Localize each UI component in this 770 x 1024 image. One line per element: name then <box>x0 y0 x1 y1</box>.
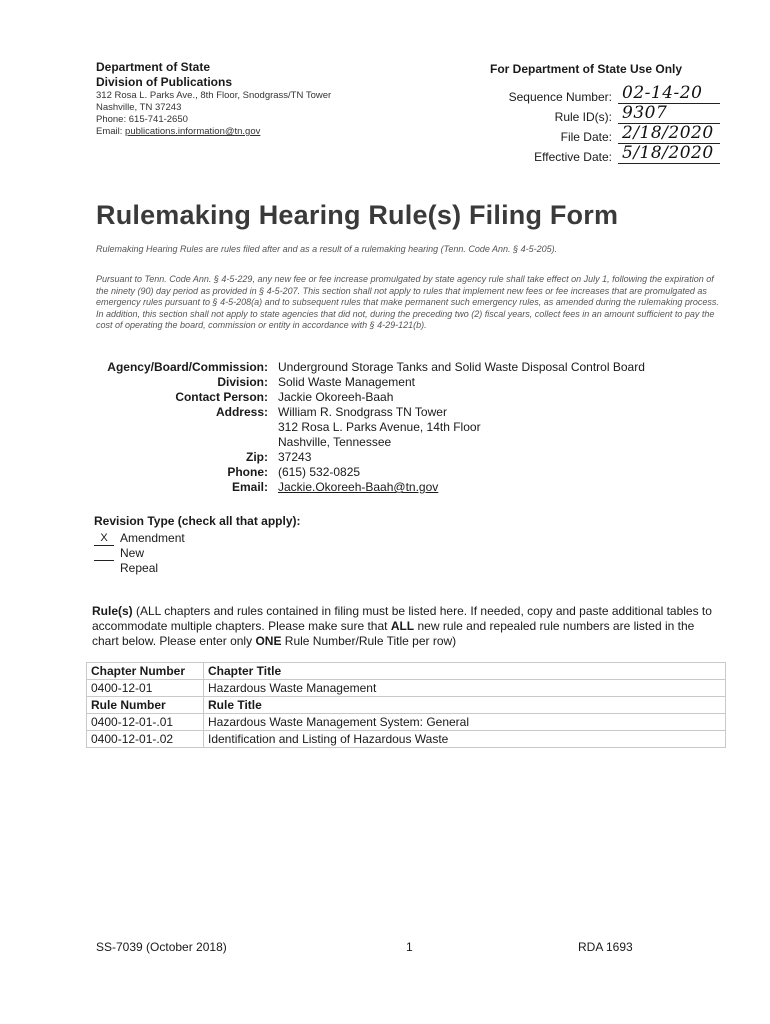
revision-type-section <box>94 514 301 576</box>
repeal-checkbox[interactable] <box>94 561 114 575</box>
page-number: 1 <box>406 940 413 954</box>
email-row <box>96 480 736 495</box>
agency-field[interactable]: Underground Storage Tanks and Solid Waste Disposal Control Board <box>278 360 645 374</box>
contact-row <box>96 390 736 405</box>
new-checkbox[interactable] <box>94 546 114 561</box>
dept-email-line <box>96 126 426 138</box>
form-number: SS-7039 (October 2018) <box>96 940 227 954</box>
rule-number-cell[interactable]: 0400-12-01-.01 <box>87 714 204 731</box>
effective-date-label: Effective Date: <box>534 150 612 164</box>
amendment-label: Amendment <box>120 531 185 545</box>
address-line-2[interactable]: 312 Rosa L. Parks Avenue, 14th Floor <box>278 420 481 434</box>
revision-option-amendment <box>94 531 301 546</box>
state-use-only-box <box>490 62 720 164</box>
agency-label: Agency/Board/Commission: <box>107 360 268 374</box>
address-line-3[interactable]: Nashville, Tennessee <box>278 435 392 449</box>
sequence-number-field[interactable]: 02-14-20 <box>618 83 720 104</box>
table-row <box>87 731 726 748</box>
chapter-number-cell[interactable]: 0400-12-01 <box>87 680 204 697</box>
address-row <box>96 405 736 420</box>
address-line-1[interactable]: William R. Snodgrass TN Tower <box>278 405 447 419</box>
rule-title-header: Rule Title <box>204 697 726 714</box>
address-label: Address: <box>215 405 268 419</box>
email-label: Email: <box>231 480 268 494</box>
rule-id-row <box>490 104 720 124</box>
rule-number-cell[interactable]: 0400-12-01-.02 <box>87 731 204 748</box>
repeal-label: Repeal <box>120 561 159 575</box>
division-name: Division of Publications <box>96 75 233 89</box>
zip-field[interactable]: 37243 <box>278 450 312 464</box>
rule-title-cell[interactable]: Identification and Listing of Hazardous Waste <box>204 731 726 748</box>
form-title: Rulemaking Hearing Rule(s) Filing Form <box>96 200 619 230</box>
division-row <box>96 375 736 390</box>
form-subtitle: Rulemaking Hearing Rules are rules filed after and as a result of a rulemaking hearing (Tenn. Code Ann. § 4-5-205). <box>96 244 558 254</box>
table-row <box>87 680 726 697</box>
email-link[interactable]: Jackie.Okoreeh-Baah@tn.gov <box>278 480 439 494</box>
revision-type-heading: Revision Type (check all that apply): <box>94 514 301 528</box>
file-date-label: File Date: <box>560 130 612 144</box>
table-header-row <box>87 663 726 680</box>
chapter-title-header: Chapter Title <box>204 663 726 680</box>
rda-number: RDA 1693 <box>578 940 633 954</box>
dept-address: 312 Rosa L. Parks Ave., 8th Floor, Snodgrass/TN Tower <box>96 90 332 101</box>
dept-phone: Phone: 615-741-2650 <box>96 114 188 125</box>
dept-email-link[interactable]: publications.information@tn.gov <box>125 126 261 137</box>
effective-date-field[interactable]: 5/18/2020 <box>618 143 720 164</box>
phone-label: Phone: <box>227 465 268 479</box>
sequence-number-row <box>490 84 720 104</box>
rules-lead: Rule(s) <box>92 604 133 618</box>
address-row-2 <box>96 420 736 435</box>
file-date-row <box>490 124 720 144</box>
amendment-checkbox[interactable]: X <box>94 531 114 546</box>
division-label: Division: <box>217 375 268 389</box>
rule-id-field[interactable]: 9307 <box>618 103 720 124</box>
publications-contact-block <box>96 60 426 138</box>
fee-notice-paragraph: Pursuant to Tenn. Code Ann. § 4-5-229, any new fee or fee increase promulgated by state agency rule shall take effect on July 1, following the expiration of the ninety (90) day period as provided in § 4-5-207. This section shall not apply to rules that implement new fees or fee increases that are promulgated as emergency rules pursuant to § 4-5-208(a) and to subsequent rules that make permanent such emergency rules, as amended during the rulemaking process. In addition, this section shall not apply to state agencies that did not, during the preceding two (2) fiscal years, collect fees in an amount sufficient to pay the cost of operating the board, commission or entity in accordance with § 4-29-121(b). <box>96 274 719 330</box>
contact-label: Contact Person: <box>175 390 268 404</box>
rules-instructions: Rule(s) (ALL chapters and rules contained in filing must be listed here. If needed, copy and paste additional tables to accommodate multiple chapters. Please make sure that ALL new rule and repealed rule numbers are listed in the chart below. Please enter only ONE Rule Number/Rule Title per row) <box>92 604 712 648</box>
file-date-field[interactable]: 2/18/2020 <box>618 123 720 144</box>
agency-row <box>96 360 736 375</box>
agency-info-block <box>96 360 736 495</box>
phone-field[interactable]: (615) 532-0825 <box>278 465 361 479</box>
state-use-title: For Department of State Use Only <box>490 62 683 76</box>
rule-id-label: Rule ID(s): <box>554 110 612 124</box>
address-row-3 <box>96 435 736 450</box>
revision-option-repeal <box>94 561 301 576</box>
chapter-number-header: Chapter Number <box>87 663 204 680</box>
table-row <box>87 714 726 731</box>
zip-row <box>96 450 736 465</box>
effective-date-row <box>490 144 720 164</box>
division-field[interactable]: Solid Waste Management <box>278 375 415 389</box>
table-header-row <box>87 697 726 714</box>
dept-name: Department of State <box>96 60 211 74</box>
dept-city: Nashville, TN 37243 <box>96 102 182 113</box>
new-label: New <box>120 546 145 560</box>
dept-email-label: Email: <box>96 126 123 137</box>
contact-field[interactable]: Jackie Okoreeh-Baah <box>278 390 394 404</box>
chapter-title-cell[interactable]: Hazardous Waste Management <box>204 680 726 697</box>
rules-table <box>86 662 726 748</box>
zip-label: Zip: <box>246 450 268 464</box>
rule-number-header: Rule Number <box>87 697 204 714</box>
phone-row <box>96 465 736 480</box>
rule-title-cell[interactable]: Hazardous Waste Management System: General <box>204 714 726 731</box>
sequence-number-label: Sequence Number: <box>508 90 612 104</box>
revision-option-new <box>94 546 301 561</box>
